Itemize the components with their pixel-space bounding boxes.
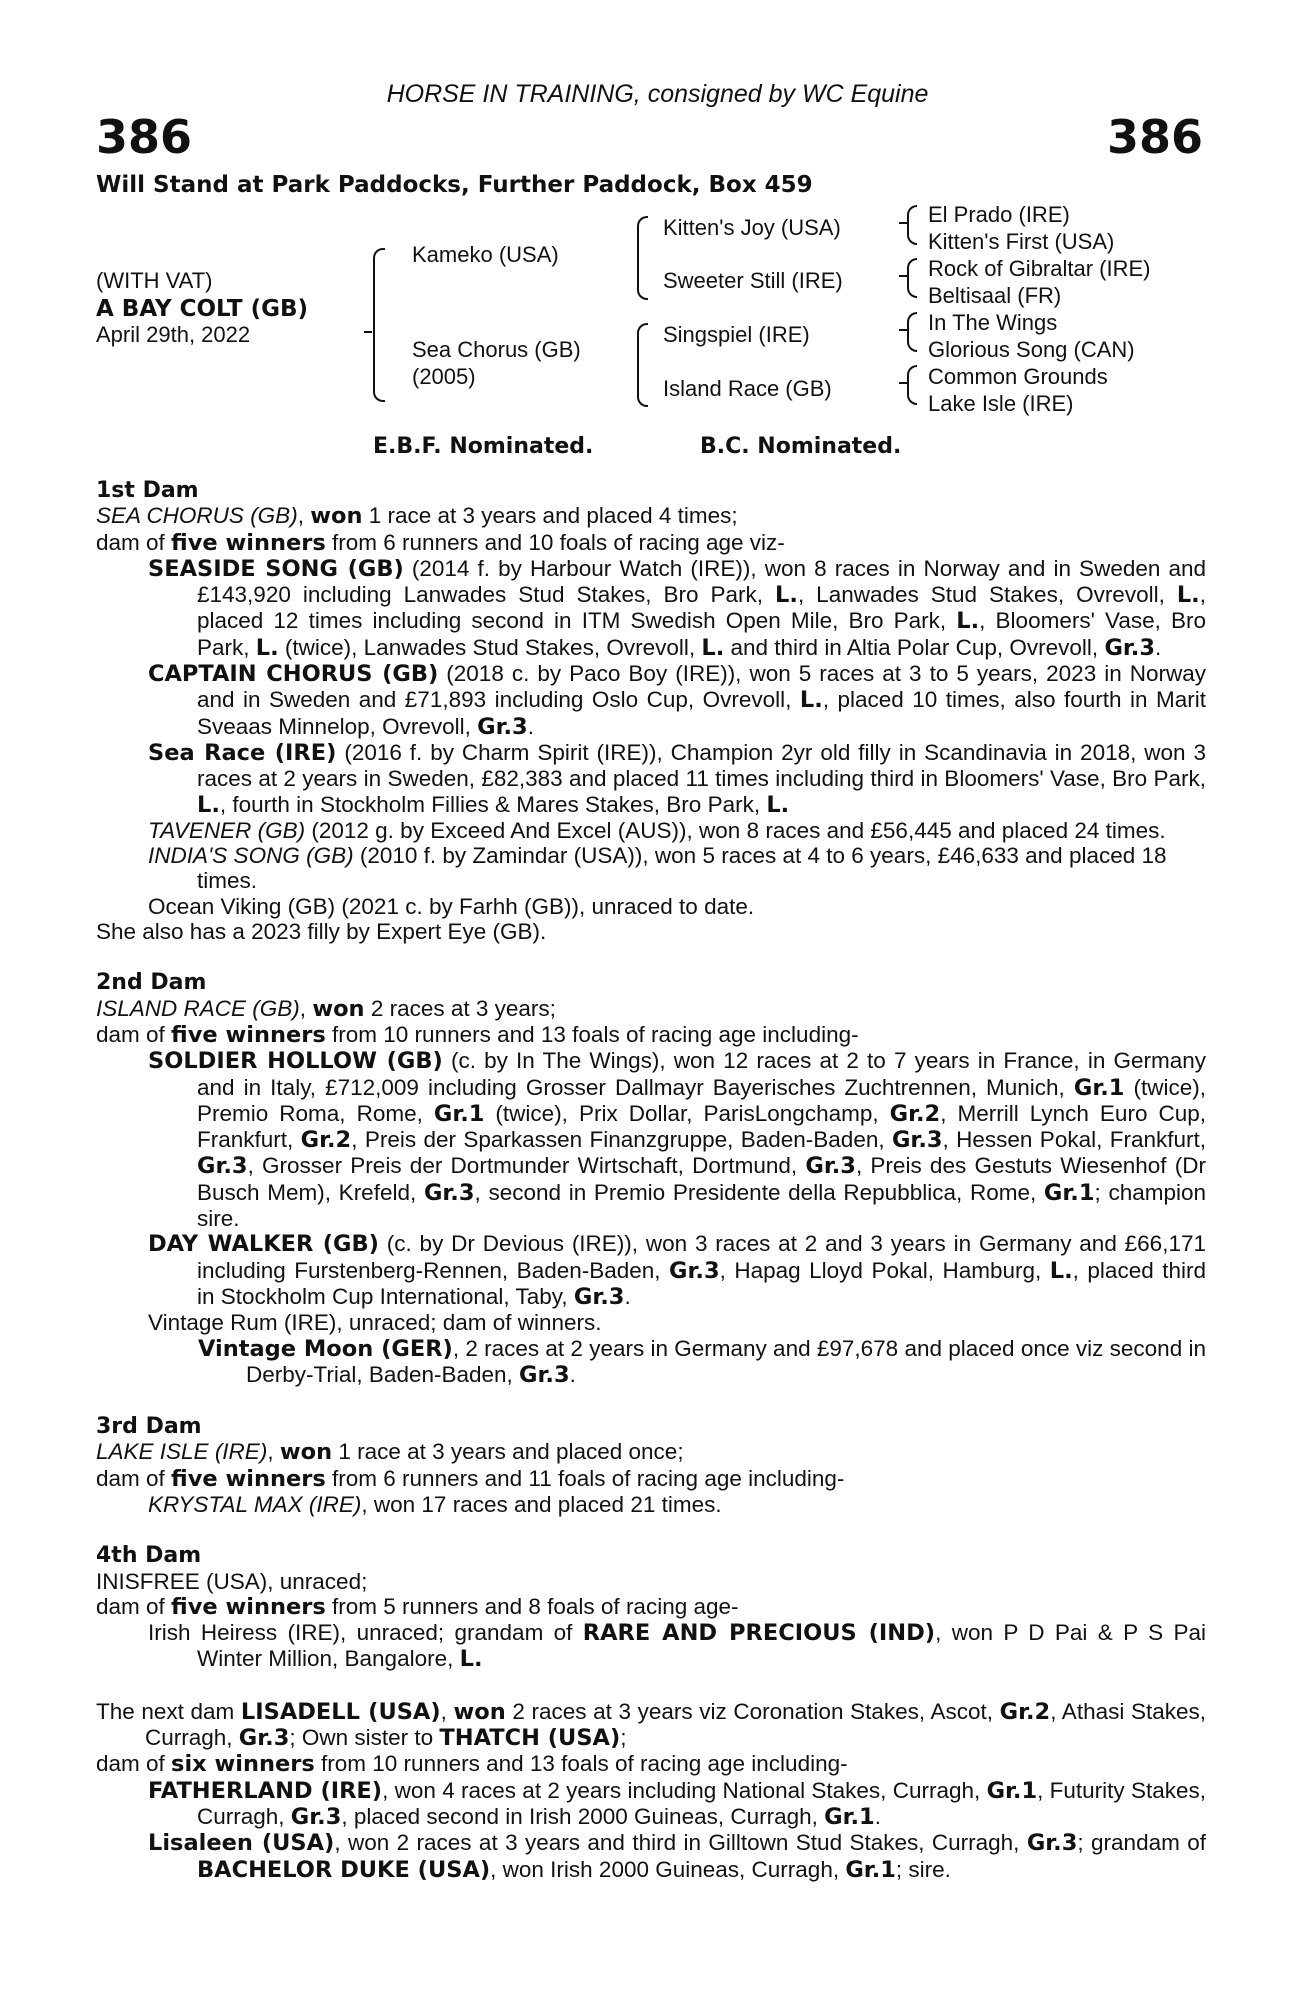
- pedigree-brace-sd-tip: [899, 275, 907, 277]
- grade-label: Gr.2: [300, 1127, 352, 1154]
- produce-entry: [96, 661, 1206, 740]
- produce-text: , Lanwades Stud Stakes, Ovrevoll,: [797, 582, 1177, 608]
- grade-label: Gr.2: [999, 1698, 1051, 1725]
- produce-text: , Hessen Pokal, Frankfurt,: [942, 1127, 1206, 1153]
- dam-of-text: dam of: [96, 1465, 172, 1491]
- pedigree-brace-ss-tip: [899, 222, 907, 224]
- produce-text: , Bloomers' Vase, Bro Park,: [197, 608, 1206, 660]
- grade-label: Gr.3: [238, 1725, 290, 1752]
- produce-text: , Preis des Gestuts Wiesenhof (Dr Busch Mem), Krefeld,: [197, 1153, 1206, 1205]
- produce-text: (c. by In The Wings), won 12 races at 2 to 7 years in France, in Germany and in Italy, £712,009 including Grosser Dallmayr Bayerisches Zuchtrennen, Munich,: [197, 1048, 1206, 1100]
- produce-text: , won 2 races at 3 years and third in Gilltown Stud Stakes, Curragh,: [334, 1830, 1027, 1856]
- pedigree-brace-sire: [637, 216, 648, 300]
- produce-text: (c. by Dr Devious (IRE)), won 3 races at 2 and 3 years in Germany and £66,171 including Furstenberg-Rennen, Baden-Baden,: [197, 1231, 1206, 1283]
- produce-text: , Grosser Preis der Dortmunder Wirtschaft, Dortmund,: [247, 1153, 806, 1179]
- grade-label: Gr.3: [197, 1153, 248, 1180]
- produce-text: , Futurity Stakes, Curragh,: [197, 1777, 1207, 1829]
- grade-label: Gr.1: [824, 1803, 875, 1830]
- grade-label: L.: [255, 634, 279, 661]
- horse-name: A BAY COLT (GB): [96, 296, 309, 322]
- dam-name: LISADELL (USA): [240, 1698, 441, 1725]
- produce-text: ; sire.: [895, 1856, 951, 1882]
- dam-record: 1 race at 3 years and placed once;: [332, 1439, 684, 1465]
- produce-text: , won 4 races at 2 years including National Stakes, Curragh,: [382, 1777, 987, 1803]
- produce-text: .: [874, 1803, 881, 1829]
- produce-entry: [96, 843, 1206, 894]
- produce-text: , second in Premio Presidente della Repubblica, Rome,: [474, 1179, 1044, 1205]
- pedigree-brace-main: [373, 248, 385, 402]
- produce-entry: [96, 818, 1206, 843]
- second-dam-heading: 2nd Dam: [96, 970, 207, 996]
- dam-record: 2 races at 3 years;: [364, 995, 556, 1021]
- produce-text: (twice), Premio Roma, Rome,: [197, 1074, 1206, 1126]
- dam-of-line: [96, 1466, 1206, 1492]
- dam-of-text: dam of: [96, 1021, 172, 1047]
- dam-of-line: [96, 1022, 1206, 1048]
- produce-entry: Ocean Viking (GB) (2021 c. by Farhh (GB)), unraced to date.: [148, 893, 755, 919]
- next-dam-text: ;: [620, 1725, 627, 1751]
- grade-label: Gr.3: [669, 1257, 720, 1284]
- vat-label: (WITH VAT): [96, 268, 213, 293]
- produce-text: , Hapag Lloyd Pokal, Hamburg,: [719, 1257, 1050, 1283]
- produce-text: , fourth in Stockholm Fillies & Mares Stakes, Bro Park,: [219, 791, 767, 817]
- produce-entry: [96, 556, 1206, 661]
- dam-of-text: from 5 runners and 8 foals of racing age-: [325, 1593, 739, 1619]
- pedigree-dam-sire: Singspiel (IRE): [663, 322, 810, 347]
- won-label: won: [312, 995, 365, 1022]
- grand-produce-entry: [96, 1336, 1206, 1389]
- dam-of-text: dam of: [96, 1593, 172, 1619]
- pedigree-ssd: Kitten's First (USA): [928, 229, 1115, 254]
- pedigree-dam-dam: Island Race (GB): [663, 376, 832, 401]
- also-has-line: She also has a 2023 filly by Expert Eye (GB).: [96, 919, 547, 945]
- grade-label: Gr.3: [1104, 634, 1155, 661]
- pedigree-brace-dam: [637, 323, 648, 407]
- lot-number-left: 386: [96, 110, 193, 164]
- pedigree-sds: Rock of Gibraltar (IRE): [928, 256, 1151, 281]
- produce-text: , placed second in Irish 2000 Guineas, Curragh,: [341, 1803, 825, 1829]
- next-dam-text: , Athasi Stakes, Curragh,: [145, 1698, 1206, 1751]
- produce-text: , Preis der Sparkassen Finanzgruppe, Baden-Baden,: [351, 1127, 892, 1153]
- grade-label: Gr.3: [805, 1153, 856, 1180]
- grade-label: Gr.3: [1026, 1830, 1078, 1857]
- produce-entry: [96, 1778, 1206, 1831]
- dam-record: 1 race at 3 years and placed 4 times;: [362, 503, 738, 529]
- grade-label: Gr.1: [1073, 1074, 1125, 1101]
- dam-of-text: dam of: [96, 529, 172, 555]
- grade-label: L.: [459, 1646, 483, 1673]
- produce-entry: [96, 1231, 1206, 1310]
- next-dam-line: The next dam LISADELL (USA), won 2 races at 3 years viz Coronation Stakes, Ascot, Gr.2, Athasi Stakes, Curragh, Gr.3; Own sister to THATCH (USA);: [96, 1698, 1206, 1752]
- produce-text: .: [569, 1361, 576, 1387]
- grade-label: Gr.1: [433, 1100, 485, 1127]
- produce-name: FATHERLAND (IRE): [148, 1777, 383, 1804]
- pedigree-brace-dd: [907, 365, 917, 405]
- dam-of-line: [96, 530, 1206, 556]
- grade-label: L.: [956, 608, 980, 635]
- produce-text: , placed third in Stockholm Cup International, Taby,: [197, 1257, 1206, 1309]
- winners-count: six winners: [171, 1751, 315, 1778]
- produce-text: .: [527, 713, 534, 739]
- produce-text: , placed 12 times including second in ITM Swedish Open Mile, Bro Park,: [197, 582, 1206, 634]
- produce-name: TAVENER (GB): [148, 817, 306, 843]
- first-dam-heading: 1st Dam: [96, 478, 199, 503]
- second-dam-line: ISLAND RACE (GB), won 2 races at 3 years;: [96, 995, 556, 1022]
- produce-name: Vintage Moon (GER): [198, 1335, 453, 1362]
- dam-of-text: from 6 runners and 10 foals of racing age viz-: [325, 529, 785, 555]
- produce-entry: [96, 740, 1206, 818]
- pedigree-brace-ds-tip: [899, 329, 907, 331]
- grade-label: Gr.3: [423, 1179, 475, 1206]
- sister-name: THATCH (USA): [439, 1725, 621, 1752]
- pedigree-dss: In The Wings: [928, 310, 1058, 335]
- grade-label: Gr.1: [845, 1856, 896, 1883]
- produce-entry: Vintage Rum (IRE), unraced; dam of winners.: [148, 1310, 602, 1336]
- grade-label: Gr.3: [477, 713, 528, 740]
- grade-label: L.: [766, 791, 790, 818]
- produce-text: , placed 10 times, also fourth in Marit Sveaas Minnelop, Ovrevoll,: [197, 687, 1206, 739]
- next-dam-text: ; Own sister to: [289, 1725, 440, 1751]
- pedigree-sdd: Beltisaal (FR): [928, 283, 1062, 308]
- produce-text: , won P D Pai & P S Pai Winter Million, Bangalore,: [197, 1620, 1206, 1672]
- won-label: won: [279, 1439, 333, 1466]
- produce-name: CAPTAIN CHORUS (GB): [148, 661, 439, 688]
- produce-name: BACHELOR DUKE (USA): [197, 1856, 491, 1883]
- grade-label: L.: [775, 582, 798, 609]
- produce-entry: [96, 1620, 1206, 1673]
- dam-of-line: [96, 1594, 1206, 1620]
- stand-location: Will Stand at Park Paddocks, Further Paddock, Box 459: [96, 172, 813, 198]
- winners-count: five winners: [171, 1593, 326, 1620]
- pedigree-ddd: Lake Isle (IRE): [928, 391, 1074, 416]
- pedigree-sire-dam: Sweeter Still (IRE): [663, 268, 843, 293]
- dam-name: ISLAND RACE (GB): [96, 995, 300, 1021]
- consignment-line: HORSE IN TRAINING, consigned by WC Equine: [386, 80, 929, 108]
- pedigree-dds: Common Grounds: [928, 364, 1108, 389]
- bc-nominated: B.C. Nominated.: [700, 434, 902, 459]
- produce-text: , Merrill Lynch Euro Cup, Frankfurt,: [197, 1100, 1206, 1153]
- grade-label: Gr.1: [986, 1777, 1038, 1804]
- dam-of-text: from 10 runners and 13 foals of racing age including-: [325, 1021, 859, 1047]
- dam-name: SEA CHORUS (GB): [96, 503, 298, 529]
- winners-count: five winners: [171, 1021, 326, 1048]
- grade-label: Gr.3: [290, 1803, 342, 1830]
- produce-name: Lisaleen (USA): [148, 1830, 335, 1857]
- fourth-dam-line: INISFREE (USA), unraced;: [96, 1568, 368, 1594]
- produce-entry: [96, 1048, 1206, 1231]
- pedigree-sss: El Prado (IRE): [928, 202, 1070, 227]
- produce-text: .: [1155, 634, 1162, 660]
- pedigree-brace-ss: [907, 205, 917, 245]
- grade-label: Gr.2: [889, 1100, 941, 1127]
- third-dam-line: LAKE ISLE (IRE), won 1 race at 3 years and placed once;: [96, 1439, 684, 1466]
- dam-name: LAKE ISLE (IRE): [96, 1439, 268, 1465]
- grade-label: Gr.3: [573, 1283, 625, 1310]
- produce-text: .: [624, 1283, 631, 1309]
- pedigree-dsd: Glorious Song (CAN): [928, 337, 1135, 362]
- dam-of-text: from 10 runners and 13 foals of racing age including-: [314, 1751, 848, 1777]
- catalogue-body: [96, 478, 1206, 1883]
- lot-number-right: 386: [1106, 110, 1203, 164]
- produce-text: and third in Altia Polar Cup, Ovrevoll,: [724, 634, 1105, 660]
- pedigree-sire-sire: Kitten's Joy (USA): [663, 215, 841, 240]
- produce-name: DAY WALKER (GB): [148, 1231, 379, 1258]
- dam-of-text: dam of: [96, 1751, 172, 1777]
- grade-label: L.: [197, 791, 220, 818]
- produce-text: , won Irish 2000 Guineas, Curragh,: [490, 1856, 846, 1882]
- produce-text: ; grandam of: [1077, 1830, 1206, 1856]
- pedigree-dam: Sea Chorus (GB): [412, 337, 581, 362]
- grade-label: L.: [1049, 1257, 1073, 1284]
- produce-text: , won 17 races and placed 21 times.: [361, 1491, 722, 1517]
- produce-name: SEASIDE SONG (GB): [148, 555, 404, 582]
- produce-text: (twice), Prix Dollar, ParisLongchamp,: [484, 1100, 890, 1126]
- pedigree-dam-year: (2005): [412, 364, 476, 389]
- ebf-nominated: E.B.F. Nominated.: [373, 434, 594, 459]
- won-label: won: [310, 503, 363, 530]
- grade-label: L.: [1176, 582, 1200, 609]
- produce-entry: [96, 1492, 1206, 1517]
- grade-label: Gr.1: [1043, 1179, 1095, 1206]
- fourth-dam-heading: 4th Dam: [96, 1543, 202, 1569]
- produce-text: (twice), Lanwades Stud Stakes, Ovrevoll,: [278, 634, 702, 660]
- produce-name: Sea Race (IRE): [148, 739, 337, 766]
- produce-text: (2012 g. by Exceed And Excel (AUS)), won 8 races and £56,445 and placed 24 times.: [305, 817, 1166, 843]
- pedigree-brace-dd-tip: [899, 382, 907, 384]
- third-dam-heading: 3rd Dam: [96, 1414, 202, 1440]
- pedigree-brace-sd: [907, 258, 917, 298]
- first-dam-line: SEA CHORUS (GB), won 1 race at 3 years and placed 4 times;: [96, 503, 738, 530]
- produce-text: (2018 c. by Paco Boy (IRE)), won 5 races at 3 to 5 years, 2023 in Norway and in Sweden and £71,893 including Oslo Cup, Ovrevoll,: [197, 661, 1206, 713]
- dam-of-line: [96, 1751, 1206, 1777]
- grade-label: Gr.3: [891, 1127, 943, 1154]
- produce-text: (2016 f. by Charm Spirit (IRE)), Champion 2yr old filly in Scandinavia in 2018, won 3 races at 2 years in Sweden, £82,383 and placed 11 times including third in Bloomers' Vase, Bro Park,: [197, 739, 1206, 792]
- produce-name: RARE AND PRECIOUS (IND): [582, 1620, 936, 1647]
- next-dam-text: 2 races at 3 years viz Coronation Stakes, Ascot,: [505, 1698, 1000, 1724]
- produce-text: (2014 f. by Harbour Watch (IRE)), won 8 races in Norway and in Sweden and £143,920 including Lanwades Stud Stakes, Bro Park,: [197, 555, 1207, 608]
- winners-count: five winners: [171, 529, 326, 556]
- pedigree-sire: Kameko (USA): [412, 242, 559, 267]
- next-dam-text: The next dam: [96, 1698, 241, 1724]
- pedigree-brace-main-tip: [364, 331, 372, 333]
- won-label: won: [453, 1698, 506, 1725]
- produce-text: ; champion sire.: [197, 1179, 1206, 1232]
- produce-name: SOLDIER HOLLOW (GB): [148, 1048, 443, 1075]
- produce-name: INDIA'S SONG (GB): [148, 843, 354, 869]
- grade-label: Gr.3: [519, 1361, 570, 1388]
- grade-label: L.: [799, 687, 823, 714]
- produce-name: KRYSTAL MAX (IRE): [148, 1491, 362, 1517]
- produce-text: Irish Heiress (IRE), unraced; grandam of: [148, 1620, 583, 1646]
- dam-of-text: from 6 runners and 11 foals of racing age including-: [325, 1465, 845, 1491]
- produce-entry: [96, 1830, 1206, 1883]
- pedigree-brace-ds: [907, 312, 917, 352]
- grade-label: L.: [701, 634, 725, 661]
- horse-dob: April 29th, 2022: [96, 322, 251, 347]
- winners-count: five winners: [171, 1465, 326, 1492]
- produce-text: , 2 races at 2 years in Germany and £97,678 and placed once viz second in Derby-Trial, Baden-Baden,: [246, 1335, 1206, 1387]
- produce-text: (2010 f. by Zamindar (USA)), won 5 races at 4 to 6 years, £46,633 and placed 18 times.: [197, 843, 1167, 894]
